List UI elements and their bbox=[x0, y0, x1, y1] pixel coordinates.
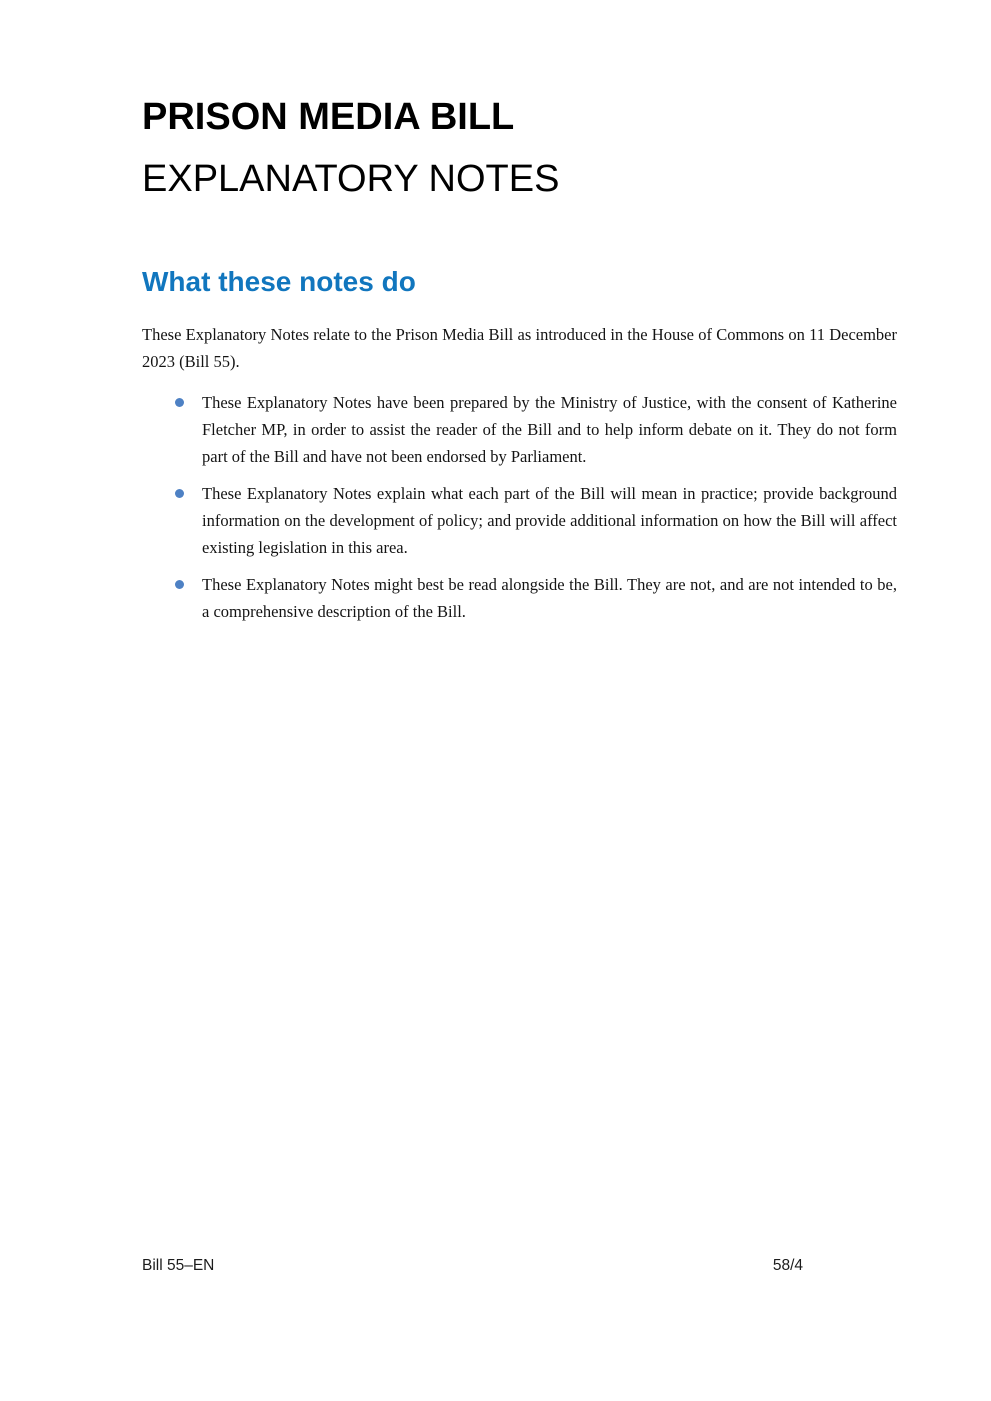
page-reference: 58/4 bbox=[772, 1257, 803, 1274]
bullet-item bbox=[142, 389, 897, 470]
bullet-list bbox=[142, 389, 897, 625]
page-footer bbox=[142, 1257, 803, 1275]
intro-paragraph: These Explanatory Notes relate to the Prison Media Bill as introduced in the House of Commons on 11 December 2023 (Bill 55). bbox=[142, 325, 897, 371]
bullet-text: These Explanatory Notes explain what each part of the Bill will mean in practice; provide background information on the development of policy; and provide additional information on how the Bill will affect existing legislation in this area. bbox=[202, 484, 897, 557]
bullet-icon bbox=[175, 398, 184, 407]
page-content bbox=[142, 0, 897, 635]
bullet-item bbox=[142, 571, 897, 625]
bullet-icon bbox=[175, 580, 184, 589]
document-title: PRISON MEDIA BILL bbox=[142, 96, 515, 138]
bullet-item bbox=[142, 480, 897, 561]
section-heading: What these notes do bbox=[142, 266, 416, 297]
bullet-text: These Explanatory Notes might best be read alongside the Bill. They are not, and are not intended to be, a comprehensive description of the Bill. bbox=[202, 575, 897, 621]
bullet-text: These Explanatory Notes have been prepared by the Ministry of Justice, with the consent of Katherine Fletcher MP, in order to assist the reader of the Bill and to help inform debate on it. They do not form part of the Bill and have not been endorsed by Parliament. bbox=[202, 393, 897, 466]
document-subtitle: EXPLANATORY NOTES bbox=[142, 158, 560, 200]
bill-number: Bill 55–EN bbox=[142, 1257, 215, 1274]
bullet-icon bbox=[175, 489, 184, 498]
